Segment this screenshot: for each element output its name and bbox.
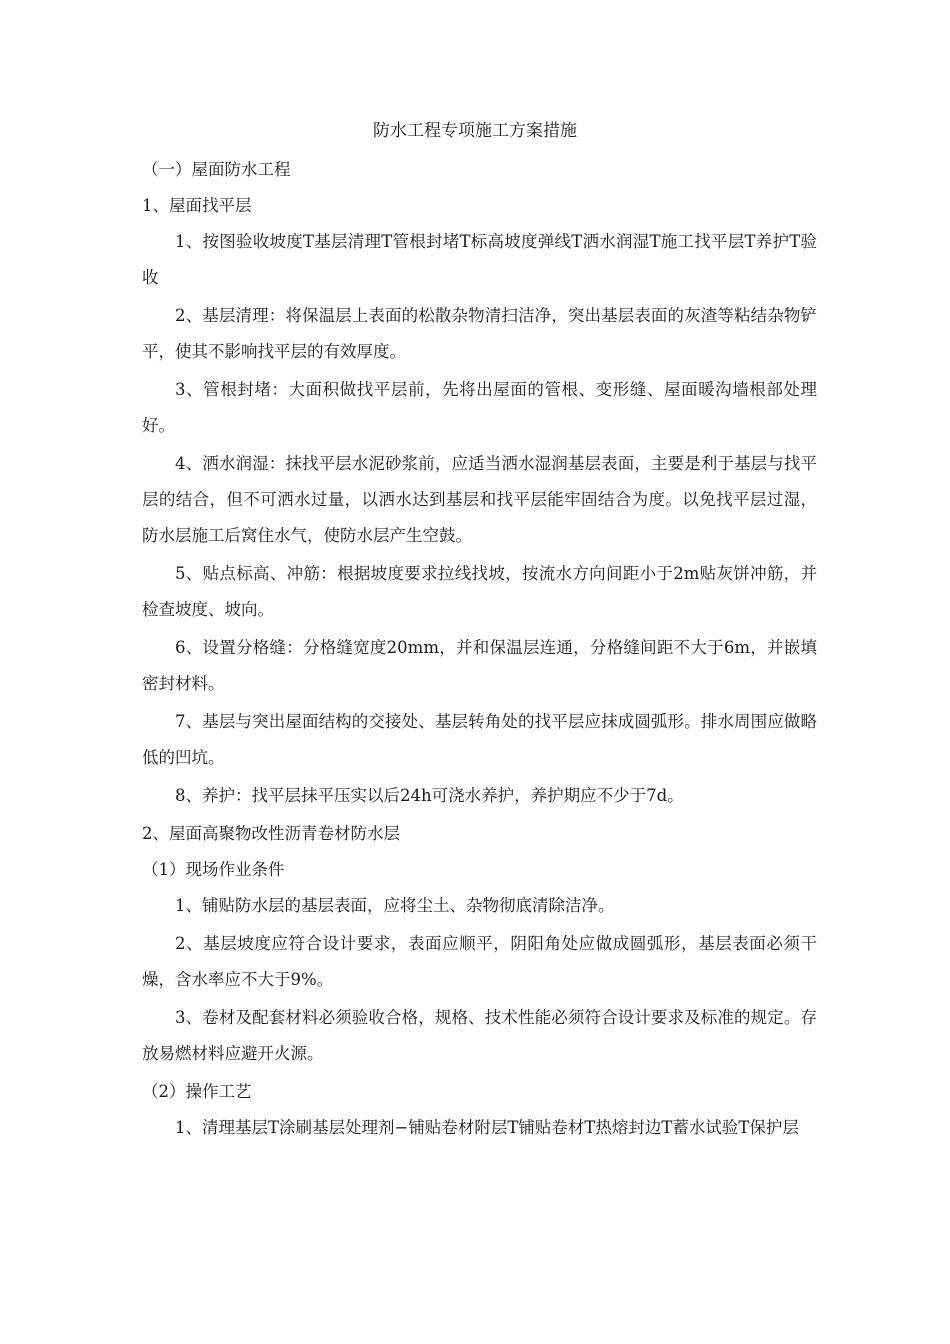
paragraph: 8、养护：找平层抹平压实以后24h可浇水养护，养护期应不少于7d。 (175, 786, 684, 805)
paragraph: 4、洒水润湿：抹找平层水泥砂浆前，应适当洒水湿润基层表面，主要是利于基层与找平层的结合，但不可洒水过量，以洒水达到基层和找平层能牢固结合为度。以免找平层过湿，防水层施工后窝住水气，使防水层产生空鼓。 (142, 454, 817, 545)
paragraph: 1、清理基层T涂刷基层处理剂−铺贴卷材附层T铺贴卷材T热熔封边T蓄水试验T保护层 (175, 1118, 799, 1137)
paragraph: 1、按图验收坡度T基层清理T管根封堵T标高坡度弹线T洒水润湿T施工找平层T养护T验收 (142, 232, 817, 287)
sub-heading: （2）操作工艺 (142, 1082, 252, 1101)
subsection-heading: 2、屋面高聚物改性沥青卷材防水层 (142, 824, 400, 843)
paragraph: 7、基层与突出屋面结构的交接处、基层转角处的找平层应抹成圆弧形。排水周围应做略低的凹坑。 (142, 712, 817, 767)
paragraph: 5、贴点标高、冲筋：根据坡度要求拉线找坡，按流水方向间距小于2m贴灰饼冲筋，并检查坡度、坡向。 (142, 564, 817, 619)
paragraph: 2、基层坡度应符合设计要求，表面应顺平，阴阳角处应做成圆弧形，基层表面必须干燥，含水率应不大于9%。 (142, 934, 817, 989)
sub-heading: （1）现场作业条件 (142, 860, 285, 879)
document-title: 防水工程专项施工方案措施 (373, 121, 577, 141)
paragraph: 3、管根封堵：大面积做找平层前，先将出屋面的管根、变形缝、屋面暖沟墙根部处理好。 (142, 380, 817, 435)
paragraph: 3、卷材及配套材料必须验收合格，规格、技术性能必须符合设计要求及标准的规定。存放易燃材料应避开火源。 (142, 1008, 817, 1063)
paragraph: 2、基层清理：将保温层上表面的松散杂物清扫洁净，突出基层表面的灰渣等粘结杂物铲平，使其不影响找平层的有效厚度。 (142, 306, 817, 361)
paragraph: 6、设置分格缝：分格缝宽度20mm，并和保温层连通，分格缝间距不大于6m，并嵌填密封材料。 (142, 638, 817, 693)
subsection-heading: 1、屋面找平层 (142, 196, 252, 215)
paragraph: 1、铺贴防水层的基层表面，应将尘土、杂物彻底清除洁净。 (175, 896, 615, 915)
section-heading: （一）屋面防水工程 (142, 160, 291, 179)
document-body (142, 152, 817, 1148)
